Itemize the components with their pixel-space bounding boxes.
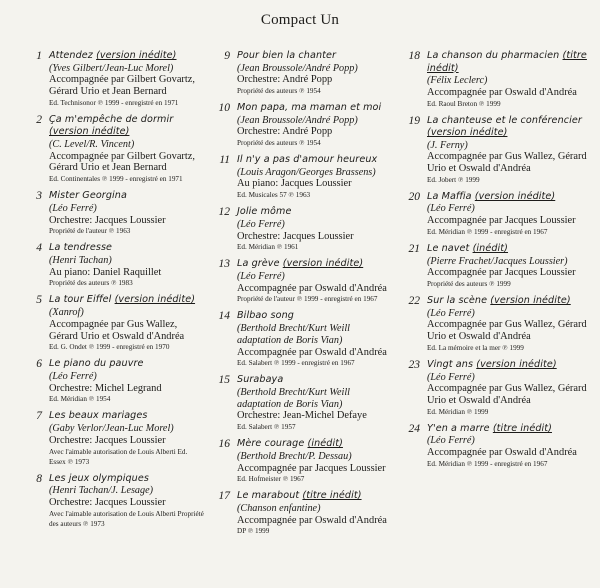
track-accompaniment: Accompagnée par Gilbert Govartz, Gérard Urio et Jean Bernard [49, 74, 195, 98]
track-title-text: Surabaya [237, 374, 284, 386]
track-publisher: Ed. Salabert ℗ 1999 - enregistré en 1967 [237, 359, 355, 368]
track-number: 9 [224, 50, 230, 62]
track-authors: (Henri Tachan) [49, 254, 112, 266]
track-number: 11 [219, 154, 230, 167]
track-number: 4 [36, 242, 42, 255]
track-authors: (Léo Ferré) [427, 435, 475, 447]
track-entry [216, 310, 394, 368]
track-number: 3 [36, 190, 42, 203]
track-entry [406, 191, 596, 237]
track-publisher: Ed. Raoul Breton ℗ 1999 [427, 99, 501, 108]
version-note: (version inédite) [490, 295, 571, 307]
track-accompaniment: Accompagnée par Gus Wallez, Gérard Urio et Oswald d'Andréa [427, 151, 587, 175]
version-note: (titre inédit) [302, 490, 362, 502]
track-number: 2 [36, 113, 42, 126]
version-note: (inédit) [472, 243, 509, 255]
track-entry [406, 295, 596, 353]
track-authors: (Xanrof) [49, 306, 84, 318]
track-accompaniment: Accompagnée par Gus Wallez, Gérard Urio et Oswald d'Andréa [427, 383, 587, 407]
track-accompaniment: Accompagnée par Gus Wallez, Gérard Urio et Oswald d'Andréa [427, 319, 587, 343]
track-authors: (Berthold Brecht/Kurt Weill adaptation de Boris Vian) [237, 386, 350, 410]
track-publisher: Ed. G. Ondet ℗ 1999 - enregistré en 1970 [49, 343, 170, 352]
track-authors: (Félix Leclerc) [427, 75, 488, 86]
page-title: Compact Un [260, 12, 340, 28]
track-title [237, 50, 394, 63]
track-publisher: Ed. Technisonor ℗ 1999 - enregistré en 1971 [49, 98, 179, 107]
track-title [237, 374, 394, 387]
track-entry [216, 490, 394, 536]
track-accompaniment: Orchestre: Jacques Loussier [49, 496, 166, 508]
track-entry [28, 190, 204, 236]
track-title [237, 310, 394, 323]
track-entry [28, 114, 204, 184]
track-accompaniment: Orchestre: Jacques Loussier [237, 230, 354, 242]
track-title-text: La tendresse [49, 242, 113, 254]
track-authors: (Yves Gilbert/Jean-Luc Morel) [49, 62, 174, 74]
track-title [427, 295, 596, 308]
track-title [49, 242, 204, 255]
track-publisher: Ed. Méridian ℗ 1954 [49, 395, 111, 404]
version-note: (version inédite) [96, 50, 177, 61]
track-title-text: La Maffia [427, 190, 472, 202]
track-authors: (Henri Tachan/J. Lesage) [49, 485, 154, 497]
track-publisher: Avec l'aimable autorisation de Louis Alberti Ed. Essex ℗ 1973 [49, 447, 188, 466]
track-title-text: Les beaux mariages [49, 410, 148, 422]
track-title [427, 50, 596, 75]
track-authors: (Léo Ferré) [49, 370, 97, 382]
track-number: 1 [36, 50, 42, 62]
track-number: 18 [408, 50, 420, 62]
track-entry [216, 438, 394, 484]
track-title [427, 115, 596, 140]
track-publisher: Ed. Méridian ℗ 1999 - enregistré en 1967 [427, 460, 548, 469]
track-title [427, 191, 596, 204]
track-title-text: Ça m'empêche de dormir [49, 113, 174, 125]
track-title-text: Bilbao song [237, 310, 294, 322]
version-note: (version inédite) [49, 126, 130, 138]
track-number: 22 [408, 295, 420, 308]
track-title [237, 438, 394, 451]
track-title-text: Les jeux olympiques [49, 472, 149, 484]
track-authors: (Chanson enfantine) [237, 502, 321, 514]
track-authors: (J. Ferny) [427, 139, 468, 151]
track-title-text: Mister Georgina [49, 190, 127, 202]
tracklist-column-1 [28, 50, 204, 535]
track-number: 10 [218, 102, 230, 115]
track-title-text: Le piano du pauvre [49, 358, 144, 370]
track-title [49, 410, 204, 423]
track-title-text: La chanteuse et le conférencier [427, 114, 582, 126]
track-publisher: Ed. Musicales 57 ℗ 1963 [237, 191, 311, 200]
track-title-text: Jolie môme [237, 206, 292, 218]
track-publisher: Propriété des auteurs ℗ 1954 [237, 87, 321, 96]
version-note: (version inédite) [476, 359, 557, 371]
tracklist-column-2 [216, 50, 394, 542]
track-authors: (Léo Ferré) [427, 203, 475, 215]
track-accompaniment: Accompagnée par Oswald d'Andréa [237, 514, 387, 526]
track-title [49, 114, 204, 139]
track-entry [216, 154, 394, 200]
track-authors: (Léo Ferré) [427, 307, 475, 319]
track-accompaniment: Orchestre: Jacques Loussier [49, 214, 166, 226]
track-title-text: La tour Eiffel [49, 294, 112, 306]
track-title [49, 473, 204, 486]
tracklist-column-3 [406, 50, 596, 475]
track-accompaniment: Accompagnée par Oswald d'Andréa [237, 346, 387, 358]
track-title-text: Le marabout [237, 490, 300, 502]
version-note: (version inédite) [114, 294, 196, 306]
track-title-text: La grève [237, 258, 280, 270]
track-number: 16 [218, 438, 230, 451]
track-authors: (Jean Broussole/André Popp) [237, 114, 358, 126]
track-entry [406, 115, 596, 185]
track-entry [28, 242, 204, 288]
track-accompaniment: Accompagnée par Gilbert Govartz, Gérard Urio et Jean Bernard [49, 150, 195, 174]
track-title-text: Sur la scène [427, 295, 488, 307]
track-authors: (Gaby Verlor/Jean-Luc Morel) [49, 422, 174, 434]
track-entry [406, 50, 596, 109]
version-note: (version inédite) [282, 258, 364, 270]
track-title-text: Vingt ans [427, 359, 474, 371]
track-title-text: Il n'y a pas d'amour heureux [237, 154, 378, 166]
track-publisher: Ed. Méridian ℗ 1999 [427, 407, 489, 416]
track-accompaniment: Accompagnée par Oswald d'Andréa [427, 447, 577, 459]
track-title [427, 423, 596, 436]
track-publisher: Propriété de l'auteur ℗ 1999 - enregistré en 1967 [237, 295, 378, 304]
track-publisher: Ed. Salabert ℗ 1957 [237, 423, 296, 432]
track-authors: (Léo Ferré) [237, 270, 285, 282]
track-publisher: Ed. Méridian ℗ 1999 - enregistré en 1967 [427, 228, 548, 237]
track-entry [28, 294, 204, 352]
track-title [427, 359, 596, 372]
version-note: (version inédite) [427, 127, 508, 139]
track-entry [406, 359, 596, 417]
track-number: 20 [408, 190, 420, 203]
track-accompaniment: Orchestre: Jean-Michel Defaye [237, 410, 367, 422]
track-title [237, 490, 394, 503]
track-number: 24 [408, 422, 420, 435]
track-authors: (Berthold Brecht/P. Dessau) [237, 450, 352, 462]
track-accompaniment: Orchestre: André Popp [237, 74, 333, 86]
track-accompaniment: Accompagnée par Jacques Loussier [427, 215, 576, 227]
track-accompaniment: Au piano: Daniel Raquillet [49, 266, 162, 278]
track-entry [216, 206, 394, 252]
track-number: 7 [36, 410, 42, 423]
track-number: 13 [218, 258, 230, 271]
track-publisher: Ed. Continentales ℗ 1999 - enregistré en 1971 [49, 175, 183, 184]
track-authors: (Léo Ferré) [237, 218, 285, 230]
track-publisher: Ed. Méridian ℗ 1961 [237, 243, 299, 252]
track-entry [28, 473, 204, 529]
track-title [237, 206, 394, 219]
track-publisher: Propriété de l'auteur ℗ 1963 [49, 227, 131, 236]
track-accompaniment: Orchestre: André Popp [237, 126, 333, 138]
track-title-text: Mon papa, ma maman et moi [237, 102, 382, 114]
track-publisher: Propriété des auteurs ℗ 1999 [427, 280, 511, 289]
track-accompaniment: Accompagnée par Jacques Loussier [237, 462, 386, 474]
track-accompaniment: Orchestre: Michel Legrand [49, 382, 162, 394]
track-entry [216, 374, 394, 432]
track-publisher: Avec l'aimable autorisation de Louis Alberti Propriété des auteurs ℗ 1973 [49, 509, 204, 528]
version-note: (titre inédit) [427, 50, 587, 74]
track-number: 14 [218, 310, 230, 323]
track-accompaniment: Accompagnée par Oswald d'Andréa [427, 86, 577, 98]
track-number: 15 [218, 374, 230, 387]
track-entry [28, 50, 204, 108]
track-authors: (Léo Ferré) [49, 202, 97, 214]
track-number: 12 [218, 206, 230, 219]
track-title-text: Pour bien la chanter [237, 50, 337, 61]
track-entry [216, 258, 394, 304]
track-authors: (Louis Aragon/Georges Brassens) [237, 166, 376, 178]
track-number: 5 [36, 294, 42, 307]
track-title [49, 50, 204, 63]
track-publisher: Ed. La mémoire et la mer ℗ 1999 [427, 344, 524, 353]
track-title [49, 358, 204, 371]
track-accompaniment: Au piano: Jacques Loussier [237, 178, 352, 190]
track-authors: (Jean Broussole/André Popp) [237, 62, 358, 74]
track-title [237, 102, 394, 115]
track-entry [28, 358, 204, 404]
track-entry [28, 410, 204, 466]
track-authors: (Berthold Brecht/Kurt Weill adaptation de Boris Vian) [237, 322, 350, 346]
track-title-text: La chanson du pharmacien [427, 50, 560, 61]
track-number: 19 [408, 114, 420, 127]
version-note: (version inédite) [474, 190, 556, 202]
track-number: 21 [408, 243, 420, 256]
version-note: (titre inédit) [492, 422, 552, 434]
track-accompaniment: Accompagnée par Gus Wallez, Gérard Urio et Oswald d'Andréa [49, 318, 185, 342]
track-title [237, 154, 394, 167]
track-title [49, 190, 204, 203]
track-authors: (Pierre Frachet/Jacques Loussier) [427, 255, 568, 267]
track-entry [406, 423, 596, 469]
track-publisher: Propriété des auteurs ℗ 1954 [237, 139, 321, 148]
track-number: 8 [36, 472, 42, 485]
track-title-text: Mère courage [237, 438, 305, 450]
track-title [427, 243, 596, 256]
track-number: 17 [218, 490, 230, 503]
version-note: (inédit) [307, 438, 343, 450]
track-authors: (Léo Ferré) [427, 371, 475, 383]
track-title-text: Attendez [49, 50, 93, 61]
track-accompaniment: Orchestre: Jacques Loussier [49, 434, 166, 446]
track-publisher: Ed. Jobert ℗ 1999 [427, 175, 480, 184]
track-accompaniment: Accompagnée par Jacques Loussier [427, 267, 576, 279]
track-title-text: Le navet [427, 243, 470, 255]
track-entry [406, 243, 596, 289]
track-title-text: Y'en a marre [427, 422, 490, 434]
track-publisher: Ed. Hofmeister ℗ 1967 [237, 475, 305, 484]
track-title [237, 258, 394, 271]
track-publisher: Propriété des auteurs ℗ 1983 [49, 279, 133, 288]
track-number: 6 [36, 358, 42, 371]
track-entry [216, 50, 394, 96]
track-title [49, 294, 204, 307]
track-publisher: DP ℗ 1999 [237, 527, 270, 536]
track-authors: (C. Level/R. Vincent) [49, 138, 135, 150]
track-accompaniment: Accompagnée par Oswald d'Andréa [237, 282, 387, 294]
track-entry [216, 102, 394, 148]
track-number: 23 [408, 359, 420, 372]
